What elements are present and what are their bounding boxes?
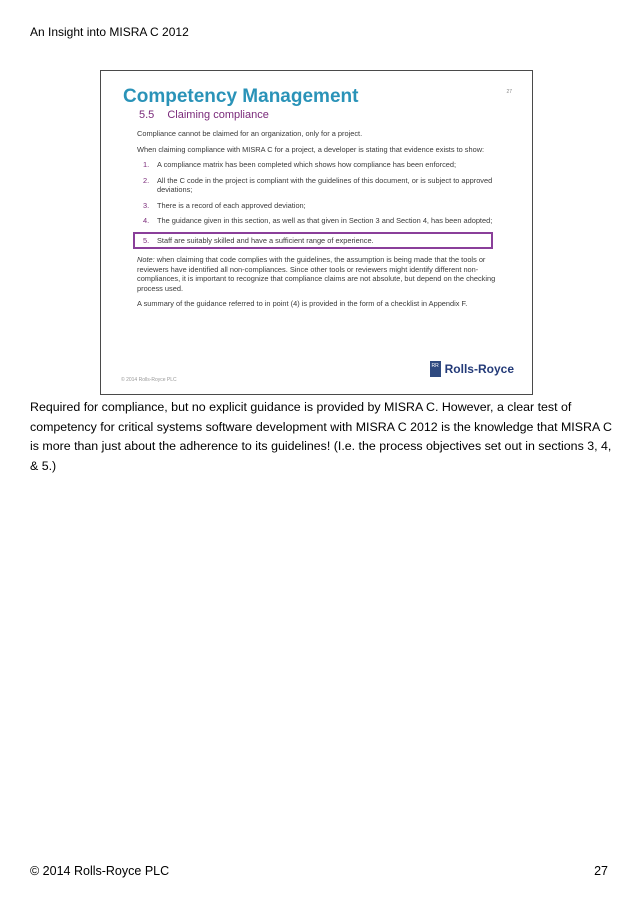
footer-page-number: 27	[594, 864, 608, 878]
list-item-text: A compliance matrix has been completed which shows how compliance has been enforced;	[157, 160, 457, 169]
subheading-number: 5.5	[139, 109, 155, 121]
slide-subheading	[139, 109, 269, 121]
slide-summary: A summary of the guidance referred to in point (4) is provided in the form of a checklist in Appendix F.	[137, 299, 468, 308]
rolls-royce-logo	[430, 361, 514, 377]
list-item-text: Staff are suitably skilled and have a sufficient range of experience.	[157, 235, 374, 245]
slide-note	[137, 255, 509, 293]
note-label: Note:	[137, 255, 155, 264]
list-item	[137, 216, 509, 226]
list-item-number: 3.	[143, 200, 150, 210]
slide-image	[100, 70, 533, 395]
note-text: when claiming that code complies with the guidelines, the assumption is being made that the tools or reviewers have identified all non-compliances. Since other tools or reviewers might identify different non-compliances, it is important to recognize that compliance claims are not absolute, but depend on the checking process used.	[137, 255, 496, 293]
list-item-number: 5.	[143, 235, 150, 245]
list-item	[137, 160, 509, 170]
commentary-text: Required for compliance, but no explicit guidance is provided by MISRA C. However, a clear test of competency for critical systems software development with MISRA C 2012 is the knowledge that MISRA C is more than just about the adherence to its guidelines! (I.e. the process objectives set out in sections 3, 4, & 5.)	[30, 400, 612, 473]
page-header-title: An Insight into MISRA C 2012	[30, 25, 189, 39]
slide-footer: © 2014 Rolls-Royce PLC	[121, 377, 177, 383]
list-item	[137, 176, 509, 195]
slide-heading: Competency Management	[123, 86, 359, 107]
list-item-number: 1.	[143, 160, 150, 169]
slide-intro: Compliance cannot be claimed for an organization, only for a project.	[137, 129, 363, 138]
list-item-text: All the C code in the project is compliant with the guidelines of this document, or is subject to approved deviations;	[157, 175, 493, 194]
rr-badge-icon: RR	[430, 361, 441, 377]
list-item	[137, 201, 509, 211]
slide-body	[137, 129, 509, 315]
rr-logo-text: Rolls-Royce	[444, 362, 514, 376]
list-item-highlighted	[133, 232, 493, 250]
subheading-text: Claiming compliance	[167, 109, 269, 121]
list-item-text: The guidance given in this section, as well as that given in Section 3 and Section 4, has been adopted;	[157, 216, 493, 225]
footer-copyright: © 2014 Rolls-Royce PLC	[30, 864, 170, 878]
requirements-list	[137, 160, 509, 249]
list-item-text: There is a record of each approved deviation;	[157, 200, 306, 210]
slide-page-number: 27	[506, 89, 512, 95]
slide-lead: When claiming compliance with MISRA C for a project, a developer is stating that evidence exists to show:	[137, 144, 485, 154]
list-item-number: 4.	[143, 216, 150, 225]
list-item-number: 2.	[143, 175, 150, 185]
